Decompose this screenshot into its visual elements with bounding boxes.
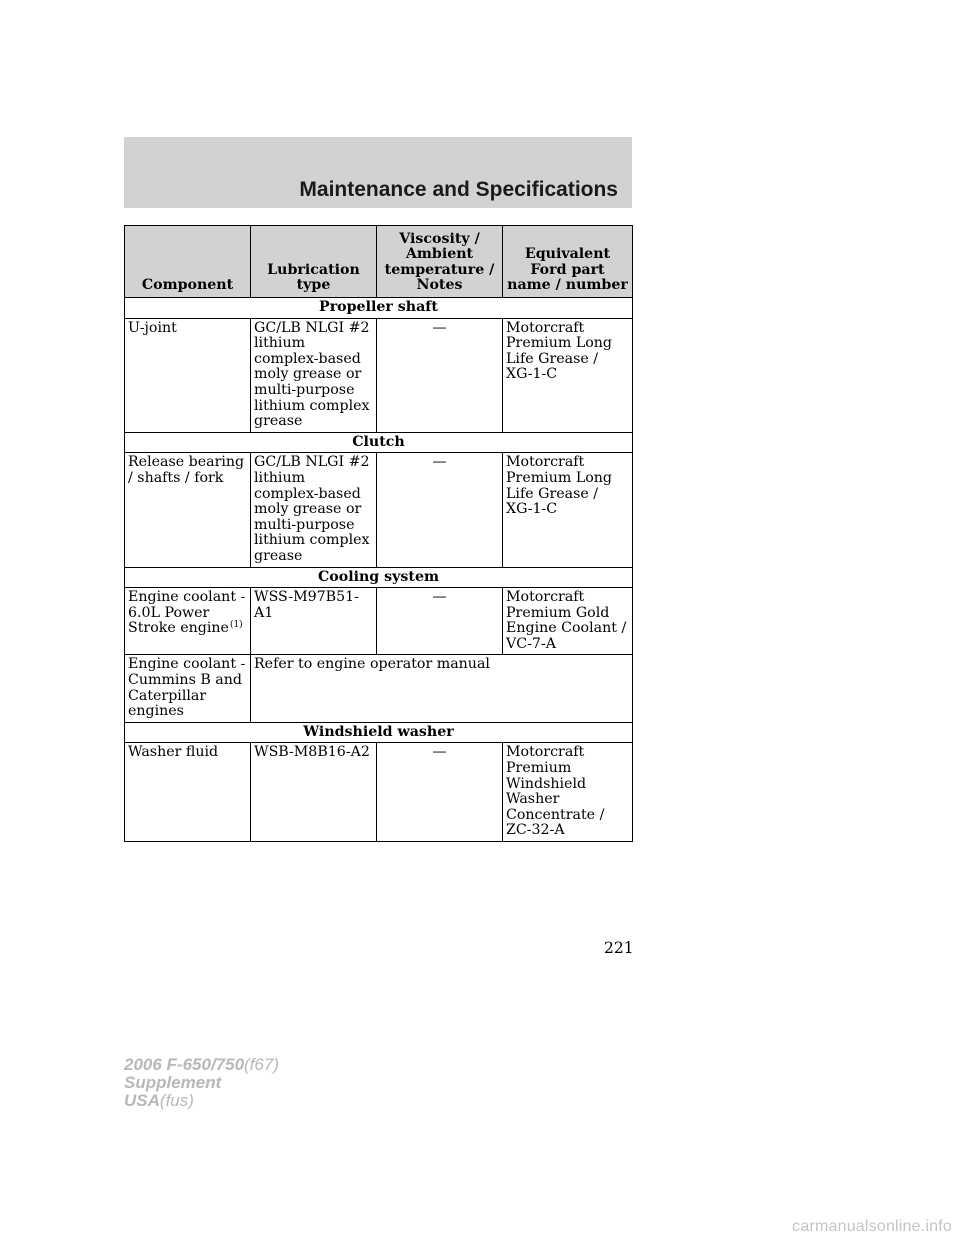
table-row <box>125 318 633 432</box>
section-title-clutch: Clutch <box>125 432 633 453</box>
component-cell: Engine coolant - Cummins B and Caterpillar engines <box>125 655 251 722</box>
section-row-windshield-washer <box>125 722 633 743</box>
section-row-clutch <box>125 432 633 453</box>
viscosity-cell: — <box>377 743 503 842</box>
site-watermark: carmanualsonline.info <box>792 1218 952 1235</box>
footer-line-model: 2006 F-650/750(f67) <box>124 1055 280 1074</box>
component-cell: Release bearing / shafts / fork <box>125 453 251 567</box>
page-number: 221 <box>604 939 634 957</box>
column-header-viscosity: Viscosity / Ambient temperature / Notes <box>377 226 503 298</box>
column-header-lubrication-type: Lubrication type <box>251 226 377 298</box>
footer-line-market: USA(fus) <box>124 1091 194 1110</box>
table-row <box>125 655 633 722</box>
lubrication-cell: WSS-M97B51-A1 <box>251 588 377 655</box>
ford-part-cell: Motorcraft Premium Long Life Grease / XG-1-C <box>503 318 633 432</box>
merged-note-cell: Refer to engine operator manual <box>251 655 633 722</box>
section-title-windshield-washer: Windshield washer <box>125 722 633 743</box>
section-title: Maintenance and Specifications <box>299 178 618 201</box>
section-title-propeller-shaft: Propeller shaft <box>125 298 633 319</box>
component-cell: Engine coolant - 6.0L Power Stroke engine$^{(1)}$ <box>125 588 251 655</box>
component-cell: Washer fluid <box>125 743 251 842</box>
table-header-row <box>125 226 633 298</box>
lubricant-spec-table <box>124 225 633 842</box>
viscosity-cell: — <box>377 588 503 655</box>
footer-line-doc-type: Supplement <box>124 1073 222 1092</box>
table-row <box>125 588 633 655</box>
section-header-band <box>124 137 632 208</box>
viscosity-cell: — <box>377 453 503 567</box>
column-header-component: Component <box>125 226 251 298</box>
section-row-propeller-shaft <box>125 298 633 319</box>
ford-part-cell: Motorcraft Premium Windshield Washer Concentrate / ZC-32-A <box>503 743 633 842</box>
ford-part-cell: Motorcraft Premium Gold Engine Coolant / VC-7-A <box>503 588 633 655</box>
footnote-marker: (1) <box>229 619 243 630</box>
table-row <box>125 453 633 567</box>
section-row-cooling-system <box>125 567 633 588</box>
lubrication-cell: WSB-M8B16-A2 <box>251 743 377 842</box>
lubrication-cell: GC/LB NLGI #2 lithium complex-based moly grease or multi-purpose lithium complex grease <box>251 318 377 432</box>
document-footer <box>124 1056 279 1110</box>
component-cell: U-joint <box>125 318 251 432</box>
viscosity-cell: — <box>377 318 503 432</box>
section-title-cooling-system: Cooling system <box>125 567 633 588</box>
lubrication-cell: GC/LB NLGI #2 lithium complex-based moly grease or multi-purpose lithium complex grease <box>251 453 377 567</box>
ford-part-cell: Motorcraft Premium Long Life Grease / XG-1-C <box>503 453 633 567</box>
table-row <box>125 743 633 842</box>
column-header-ford-part: Equivalent Ford part name / number <box>503 226 633 298</box>
